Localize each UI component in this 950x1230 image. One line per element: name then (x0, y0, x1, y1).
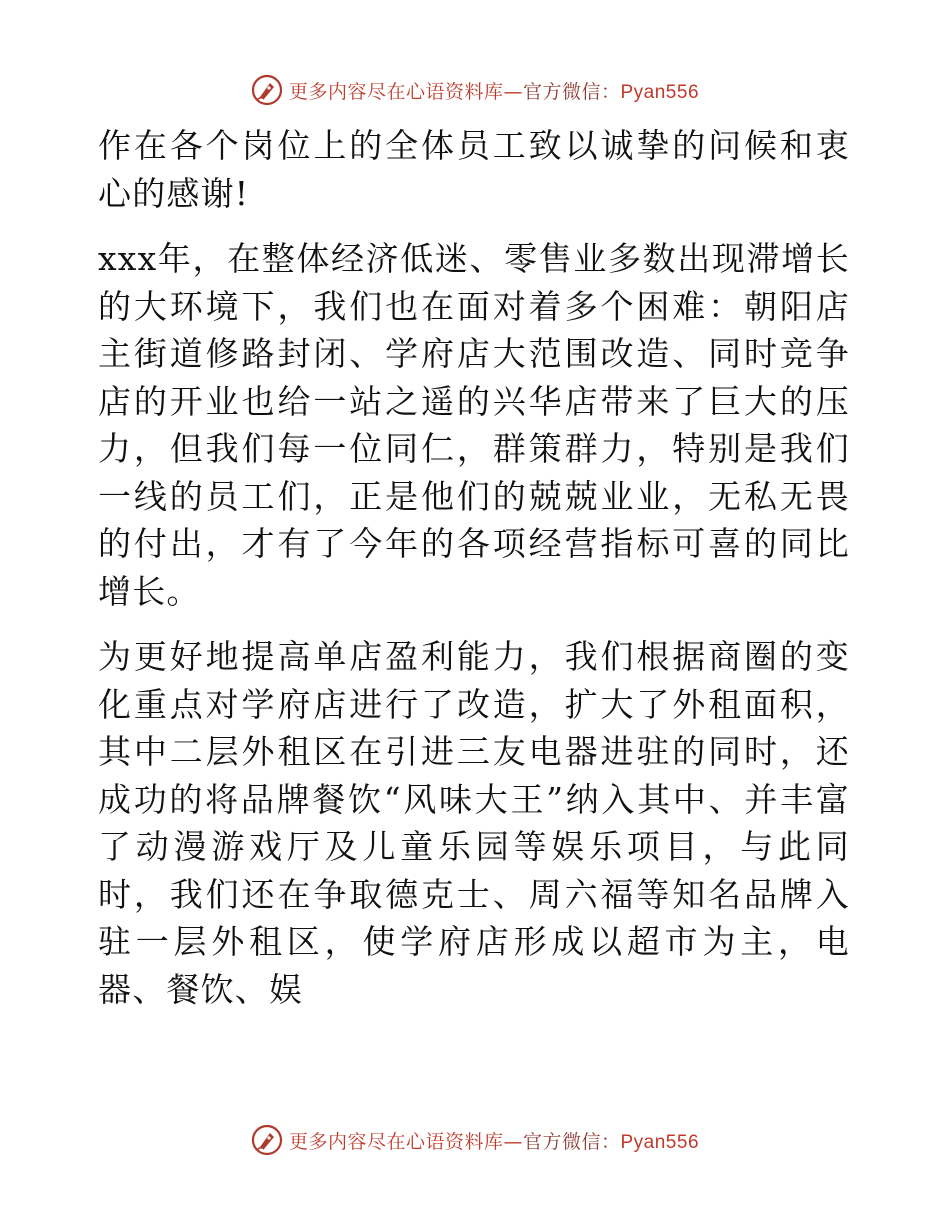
watermark-wechat-id: Pyan556 (620, 81, 700, 103)
watermark-text (289, 1127, 699, 1154)
watermark-text (289, 77, 699, 104)
watermark-wechat-label: 官方微信： (522, 80, 621, 103)
pen-nib-logo-icon (251, 1124, 283, 1156)
watermark-separator: — (503, 80, 523, 103)
watermark-separator: — (503, 1130, 523, 1153)
watermark-wechat-id: Pyan556 (620, 1131, 700, 1153)
paragraph-2: xxx年，在整体经济低迷、零售业多数出现滞增长的大环境下，我们也在面对着多个困难：朝阳店主街道修路封闭、学府店大范围改造、同时竞争店的开业也给一站之遥的兴华店带来了巨大的压力，但我们每一位同仁，群策群力，特别是我们一线的员工们，正是他们的兢兢业业，无私无畏的付出，才有了今年的各项经营指标可喜的同比增长。 (98, 239, 850, 611)
document-body (98, 122, 850, 1013)
watermark-brand: 更多内容尽在心语资料库 (288, 1130, 504, 1153)
header-watermark (0, 70, 950, 110)
paragraph-3: 为更好地提高单店盈利能力，我们根据商圈的变化重点对学府店进行了改造，扩大了外租面积，其中二层外租区在引进三友电器进驻的同时，还成功的将品牌餐饮“风味大王”纳入其中、并丰富了动漫游戏厅及儿童乐园等娱乐项目，与此同时，我们还在争取德克士、周六福等知名品牌入驻一层外租区，使学府店形成以超市为主，电器、餐饮、娱 (98, 637, 850, 1009)
watermark-wechat-label: 官方微信： (522, 1130, 621, 1153)
paragraph-1: 作在各个岗位上的全体员工致以诚挚的问候和衷心的感谢! (98, 126, 850, 213)
pen-nib-logo-icon (251, 74, 283, 106)
watermark-brand: 更多内容尽在心语资料库 (288, 80, 504, 103)
footer-watermark (0, 1120, 950, 1160)
